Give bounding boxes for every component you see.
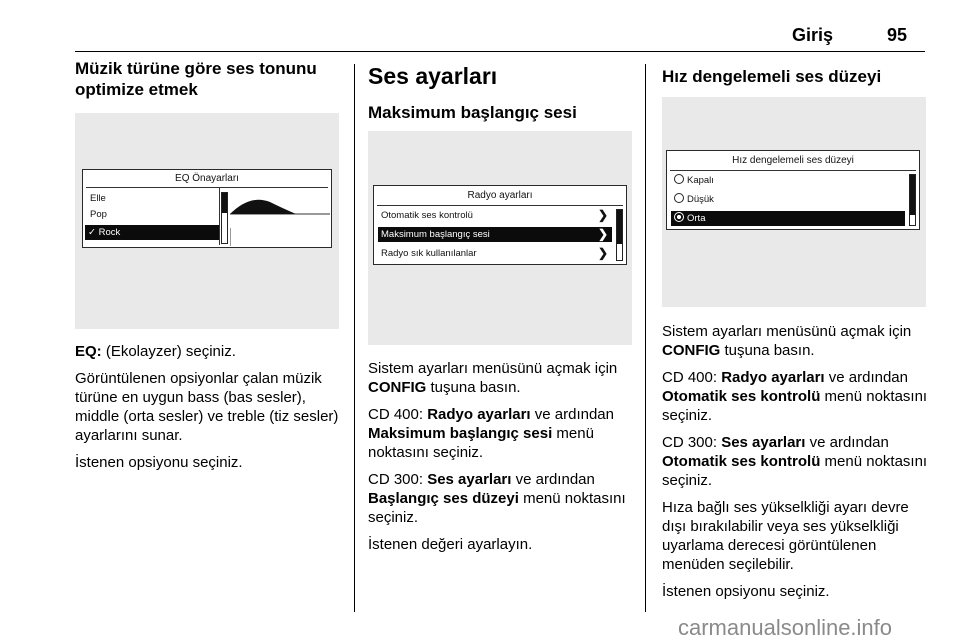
eq-screen: [82, 169, 332, 248]
eq-screen-title: EQ Önayarları: [175, 173, 239, 184]
speed-option[interactable]: [671, 192, 905, 207]
eq-text: (Ekolayzer) seçiniz.: [101, 343, 236, 360]
radio-screen: [373, 185, 627, 265]
middle-heading: Ses ayarları: [368, 63, 498, 89]
eq-item-selected[interactable]: [85, 225, 219, 240]
eq-item-label: Rock: [98, 227, 121, 238]
eq-curve: [230, 188, 330, 246]
middle-column: [368, 62, 636, 123]
middle-p4: İstenen değeri ayarlayın.: [368, 536, 533, 553]
chevron-right-icon: ❯: [597, 246, 608, 260]
middle-p3: CD 300: Ses ayarları ve ardından Başlangıç ses düzeyi menü noktasını seçiniz.: [368, 471, 626, 526]
column-divider-2: [645, 64, 646, 612]
left-column: [75, 58, 345, 100]
column-divider-1: [354, 64, 355, 612]
speed-option-selected[interactable]: [671, 211, 905, 226]
right-p4: Hıza bağlı ses yükselkliği ayarı devre dışı bırakılabilir veya ses yükselkliği uyarlama derecesi görüntülenen menüden seçilebilir.: [662, 499, 909, 573]
speed-screen-title: Hız dengelemeli ses düzeyi: [732, 155, 854, 166]
radio-scrollbar[interactable]: [616, 209, 623, 261]
middle-body: [368, 359, 638, 562]
eq-photo: [75, 113, 339, 329]
speed-photo: [662, 97, 926, 307]
speed-option-label: Kapalı: [687, 175, 714, 186]
eq-list-panel: [85, 188, 220, 245]
right-heading: Hız dengelemeli ses düzeyi: [662, 67, 882, 86]
radio-item[interactable]: [378, 208, 612, 223]
radio-item[interactable]: [378, 246, 612, 261]
eq-item[interactable]: Elle: [90, 193, 106, 204]
right-p3: CD 300: Ses ayarları ve ardından Otomatik ses kontrolü menü noktasını seçiniz.: [662, 434, 928, 489]
page-number: 95: [887, 25, 908, 45]
left-body: [75, 342, 345, 480]
speed-scrollbar[interactable]: [909, 174, 916, 226]
eq-scrollbar[interactable]: [221, 192, 228, 244]
chevron-right-icon: ❯: [597, 208, 608, 222]
right-column: [662, 66, 930, 87]
watermark: carmanualsonline.info: [678, 615, 893, 640]
radio-empty-icon: [674, 174, 684, 184]
section-title: Giriş: [792, 25, 834, 45]
radio-screen-title: Radyo ayarları: [467, 190, 533, 201]
right-p5: İstenen opsiyonu seçiniz.: [662, 583, 830, 600]
eq-description: Görüntülenen opsiyonlar çalan müzik türüne en uygun bass (bas sesler), middle (orta sesler) ve treble (tiz sesler) ayarlarını sunar.: [75, 370, 339, 444]
right-p1: Sistem ayarları menüsünü açmak için CONFIG tuşuna basın.: [662, 323, 912, 359]
middle-p1: Sistem ayarları menüsünü açmak için CONFIG tuşuna basın.: [368, 360, 618, 396]
right-body: [662, 322, 932, 609]
speed-option[interactable]: [671, 173, 905, 188]
speed-screen: [666, 150, 920, 230]
middle-subheading: Maksimum başlangıç sesi: [368, 103, 577, 122]
speed-option-label: Orta: [687, 213, 706, 224]
speed-option-label: Düşük: [687, 194, 714, 205]
middle-p2: CD 400: Radyo ayarları ve ardından Maksimum başlangıç sesi menü noktasını seçiniz.: [368, 406, 614, 461]
eq-instruction: İstenen opsiyonu seçiniz.: [75, 454, 243, 471]
check-icon: ✓: [88, 227, 96, 238]
eq-label: EQ:: [75, 343, 102, 360]
radio-photo: [368, 131, 632, 345]
radio-item-label: Otomatik ses kontrolü: [381, 210, 473, 221]
radio-item-selected[interactable]: [378, 227, 612, 242]
chevron-right-icon: ❯: [597, 227, 608, 241]
left-heading: Müzik türüne göre ses tonunu optimize etmek: [75, 59, 317, 99]
header-rule: [75, 51, 925, 52]
eq-scroll-thumb[interactable]: [222, 193, 227, 213]
radio-scroll-thumb[interactable]: [617, 210, 622, 244]
radio-selected-icon: [674, 212, 684, 222]
eq-paragraph: [75, 342, 345, 361]
radio-title-rule: [377, 205, 623, 206]
radio-item-label: Radyo sık kullanılanlar: [381, 248, 477, 259]
radio-empty-icon: [674, 193, 684, 203]
right-p2: CD 400: Radyo ayarları ve ardından Otomatik ses kontrolü menü noktasını seçiniz.: [662, 369, 928, 424]
radio-item-label: Maksimum başlangıç sesi: [381, 229, 490, 240]
speed-scroll-thumb[interactable]: [910, 175, 915, 215]
eq-item[interactable]: Pop: [90, 209, 107, 220]
speed-title-rule: [670, 170, 916, 171]
